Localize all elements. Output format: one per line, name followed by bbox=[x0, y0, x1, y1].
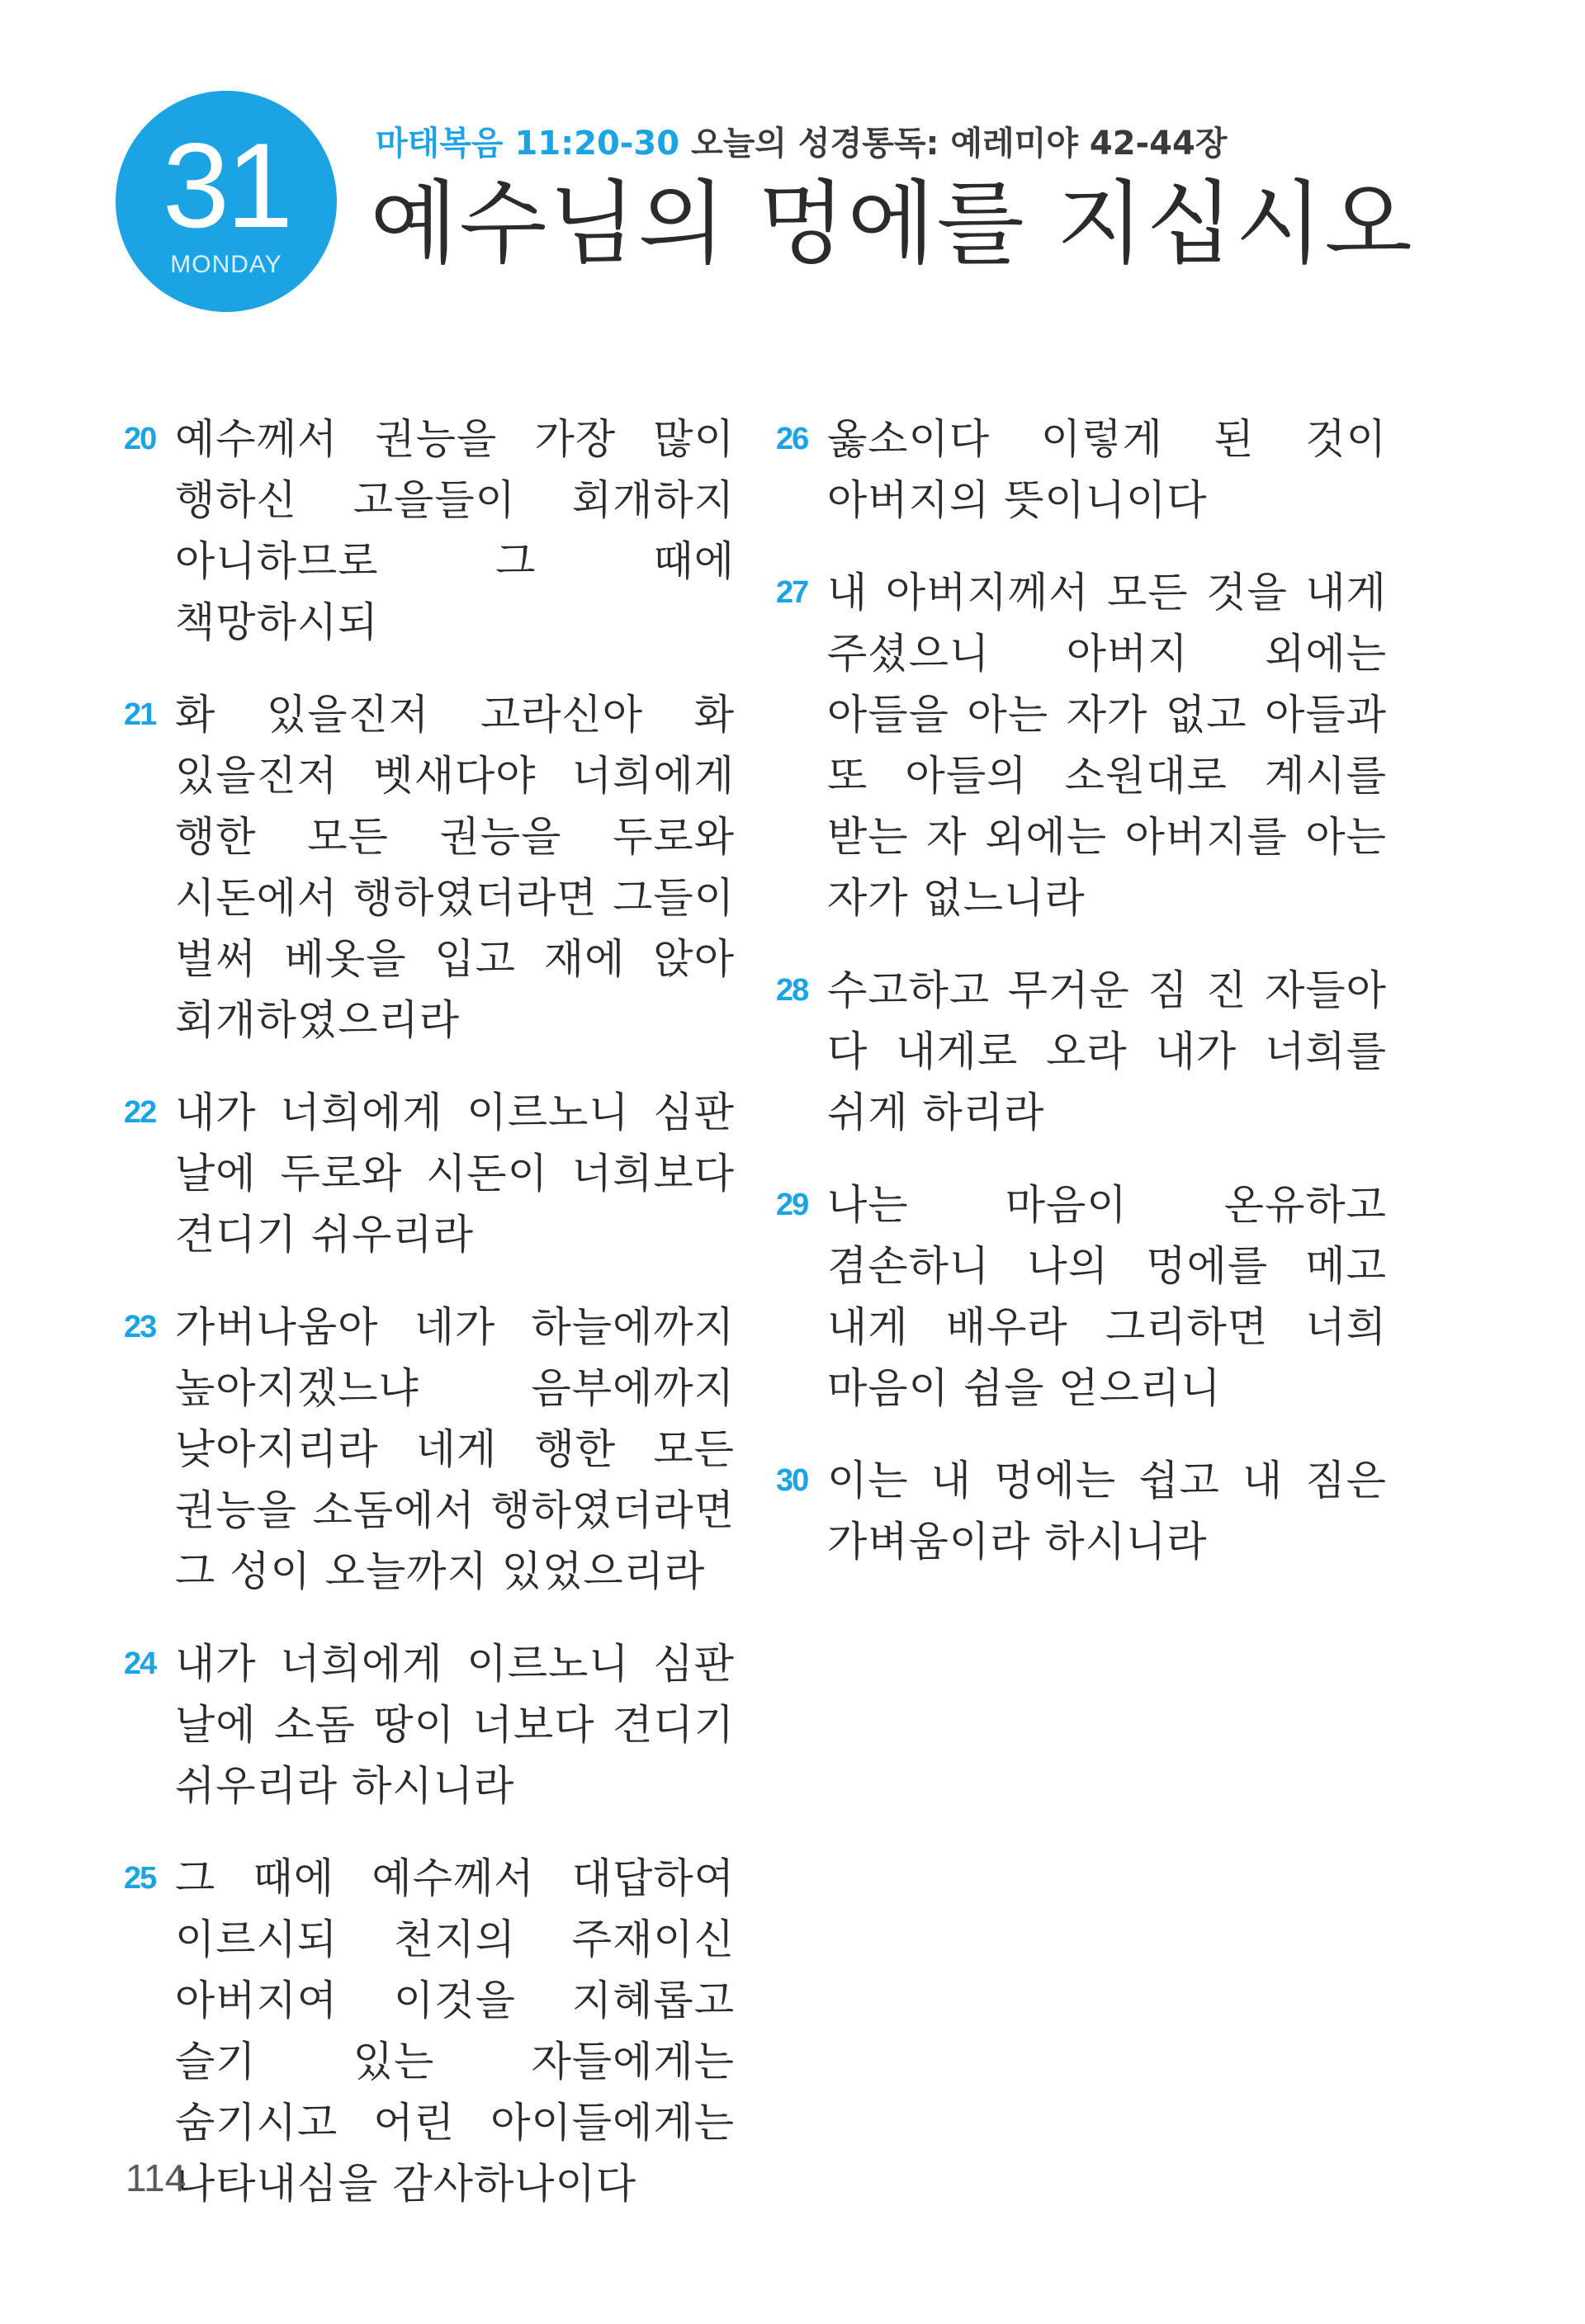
verse-text: 이는 내 멍에는 쉽고 내 짐은 가벼움이라 하시니라 bbox=[827, 1457, 1387, 1566]
verse-number: 30 bbox=[776, 1463, 808, 1498]
day-number: 31 bbox=[162, 118, 291, 253]
verse-text: 화 있을진저 고라신아 화 있을진저 벳새다야 너희에게 행한 모든 권능을 두로와 시돈에서 행하였더라면 그들이 벌써 베옷을 입고 재에 앉아 회개하였으리라 bbox=[175, 691, 735, 1044]
verse-text: 옳소이다 이렇게 된 것이 아버지의 뜻이니이다 bbox=[827, 415, 1387, 524]
verse bbox=[124, 409, 735, 653]
verse bbox=[776, 562, 1387, 928]
day-name: MONDAY bbox=[170, 251, 282, 278]
verse bbox=[776, 409, 1387, 531]
verse-text: 내가 너희에게 이르노니 심판 날에 소돔 땅이 너보다 견디기 쉬우리라 하시니라 bbox=[175, 1640, 735, 1810]
verse bbox=[776, 1450, 1387, 1572]
verse-text: 내 아버지께서 모든 것을 내게 주셨으니 아버지 외에는 아들을 아는 자가 없고 아들과 또 아들의 소원대로 계시를 받는 자 외에는 아버지를 아는 자가 없느니라 bbox=[827, 569, 1387, 922]
verse-number: 25 bbox=[124, 1861, 156, 1896]
day-badge bbox=[116, 91, 337, 312]
verse bbox=[776, 960, 1387, 1143]
verse bbox=[124, 684, 735, 1051]
verse bbox=[124, 1848, 735, 2214]
page-title: 예수님의 멍에를 지십시오 bbox=[370, 171, 1414, 276]
verse-number: 24 bbox=[124, 1646, 156, 1681]
verse-column-right bbox=[776, 409, 1387, 1604]
verse-number: 20 bbox=[124, 422, 156, 456]
reading-line bbox=[376, 124, 1227, 163]
page-number: 114 bbox=[125, 2156, 187, 2199]
verse bbox=[776, 1174, 1387, 1419]
verse-text: 그 때에 예수께서 대답하여 이르시되 천지의 주재이신 아버지여 이것을 지혜롭고 슬기 있는 자들에게는 숨기시고 어린 아이들에게는 나타내심을 감사하나이다 bbox=[175, 1854, 735, 2208]
verse-number: 27 bbox=[776, 575, 808, 610]
verse-text: 나는 마음이 온유하고 겸손하니 나의 멍에를 메고 내게 배우라 그리하면 너희 마음이 쉼을 얻으리니 bbox=[827, 1181, 1387, 1412]
verse bbox=[124, 1297, 735, 1602]
verse-number: 26 bbox=[776, 422, 808, 456]
verse-number: 21 bbox=[124, 697, 156, 732]
verse-number: 28 bbox=[776, 973, 808, 1008]
verse-text: 수고하고 무거운 짐 진 자들아 다 내게로 오라 내가 너희를 쉬게 하리라 bbox=[827, 966, 1387, 1136]
verse bbox=[124, 1082, 735, 1265]
verse-number: 29 bbox=[776, 1188, 808, 1222]
daily-reading: 오늘의 성경통독: 예레미야 42-44장 bbox=[691, 125, 1228, 163]
verse-text: 예수께서 권능을 가장 많이 행하신 고을들이 회개하지 아니하므로 그 때에 책망하시되 bbox=[175, 415, 735, 646]
verse-number: 22 bbox=[124, 1095, 156, 1130]
verse-number: 23 bbox=[124, 1310, 156, 1344]
passage-reference: 마태복음 11:20-30 bbox=[376, 125, 680, 163]
verse-text: 내가 너희에게 이르노니 심판 날에 두로와 시돈이 너희보다 견디기 쉬우리라 bbox=[175, 1089, 735, 1259]
verse bbox=[124, 1633, 735, 1816]
verse-column-left bbox=[124, 409, 735, 2246]
verse-text: 가버나움아 네가 하늘에까지 높아지겠느냐 음부에까지 낮아지리라 네게 행한 모든 권능을 소돔에서 행하였더라면 그 성이 오늘까지 있었으리라 bbox=[175, 1303, 735, 1595]
